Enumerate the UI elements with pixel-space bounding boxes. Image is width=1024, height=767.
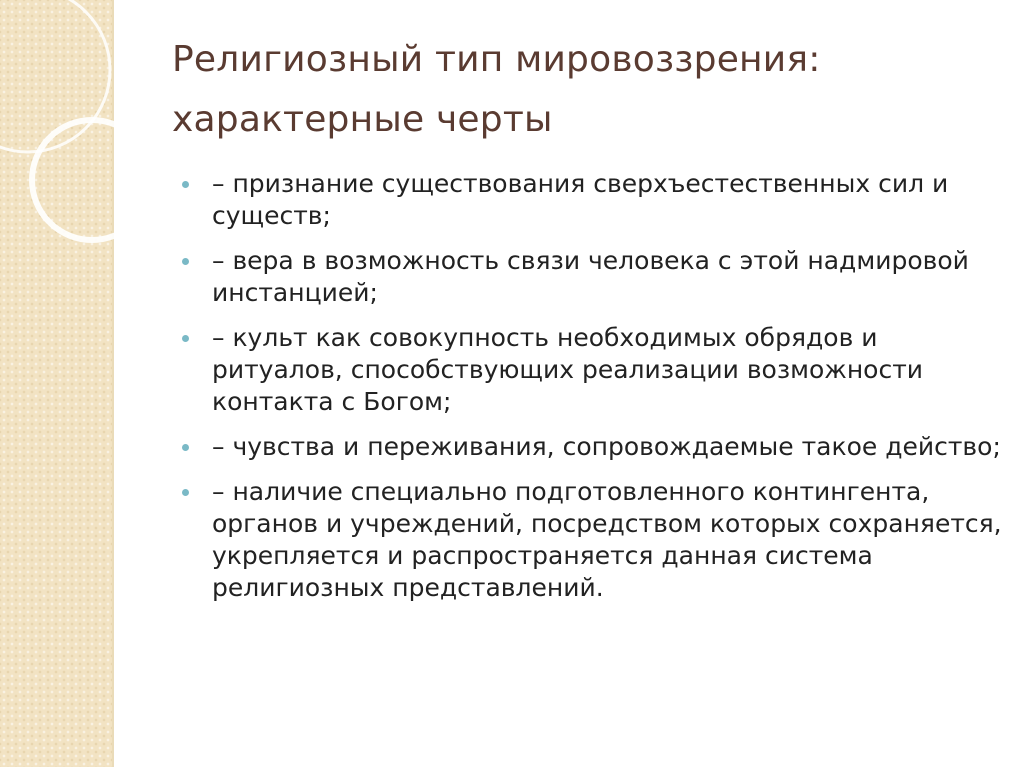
list-item-text: – чувства и переживания, сопровождаемые такое действо; <box>212 432 1001 461</box>
bullet-dot-icon <box>182 258 189 265</box>
bullet-dot-icon <box>182 335 189 342</box>
bullet-list <box>178 168 1008 617</box>
slide-title-line-2: характерные черты <box>172 99 553 140</box>
slide-title <box>172 30 1002 150</box>
list-item-text: – культ как совокупность необходимых обрядов и ритуалов, способствующих реализации возможности контакта с Богом; <box>212 323 924 416</box>
list-item-text: – признание существования сверхъестественных сил и существ; <box>212 169 949 230</box>
list-item <box>178 245 1008 309</box>
bullet-dot-icon <box>182 489 189 496</box>
bullet-dot-icon <box>182 181 189 188</box>
list-item <box>178 322 1008 418</box>
list-item-text: – наличие специально подготовленного контингента, органов и учреждений, посредством которых сохраняется, укрепляется и распространяется данная система религиозных представлений. <box>212 477 1002 602</box>
decorative-rings <box>0 0 114 260</box>
list-item <box>178 431 1008 463</box>
list-item <box>178 476 1008 604</box>
slide-title-line-1: Религиозный тип мировоззрения: <box>172 39 821 80</box>
list-item <box>178 168 1008 232</box>
bullet-dot-icon <box>182 444 189 451</box>
list-item-text: – вера в возможность связи человека с этой надмировой инстанцией; <box>212 246 969 307</box>
